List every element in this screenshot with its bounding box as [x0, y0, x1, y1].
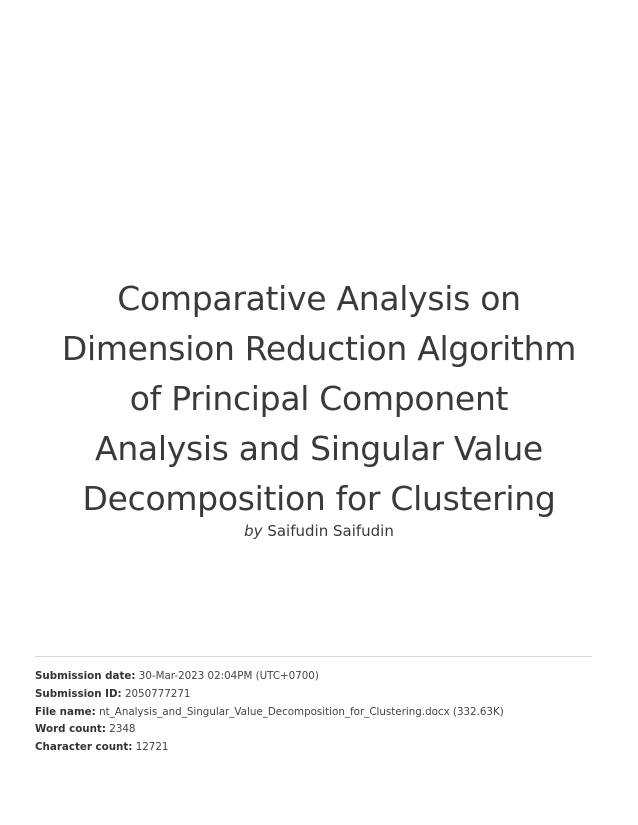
title-line-4: Analysis and Singular Value [95, 429, 543, 468]
submission-info [35, 668, 595, 757]
submission-id-label: Submission ID: [35, 687, 122, 700]
submission-date-row [35, 668, 595, 686]
author-name: Saifudin Saifudin [267, 522, 394, 540]
divider [35, 656, 592, 657]
submission-id-row [35, 686, 595, 704]
character-count-label: Character count: [35, 741, 133, 754]
word-count-row [35, 721, 595, 739]
submission-date-label: Submission date: [35, 670, 136, 682]
title-line-5: Decomposition for Clustering [82, 479, 556, 518]
word-count-value: 2348 [109, 723, 136, 736]
file-name-value: nt_Analysis_and_Singular_Value_Decomposition_for_Clustering.docx (332.63K) [99, 705, 504, 718]
title-line-2: Dimension Reduction Algorithm [61, 329, 577, 368]
character-count-value: 12721 [135, 741, 169, 754]
document-title [20, 274, 618, 524]
submission-date-value: 30-Mar-2023 02:04PM (UTC+0700) [138, 670, 319, 682]
character-count-row [35, 739, 595, 757]
submission-id-value: 2050777271 [124, 687, 191, 700]
author-byline [0, 520, 638, 542]
file-name-label: File name: [35, 705, 96, 718]
title-line-3: of Principal Component [129, 379, 509, 418]
title-line-1: Comparative Analysis on [117, 279, 521, 318]
word-count-label: Word count: [35, 723, 106, 736]
file-name-row [35, 704, 595, 722]
by-label: by [244, 522, 263, 540]
